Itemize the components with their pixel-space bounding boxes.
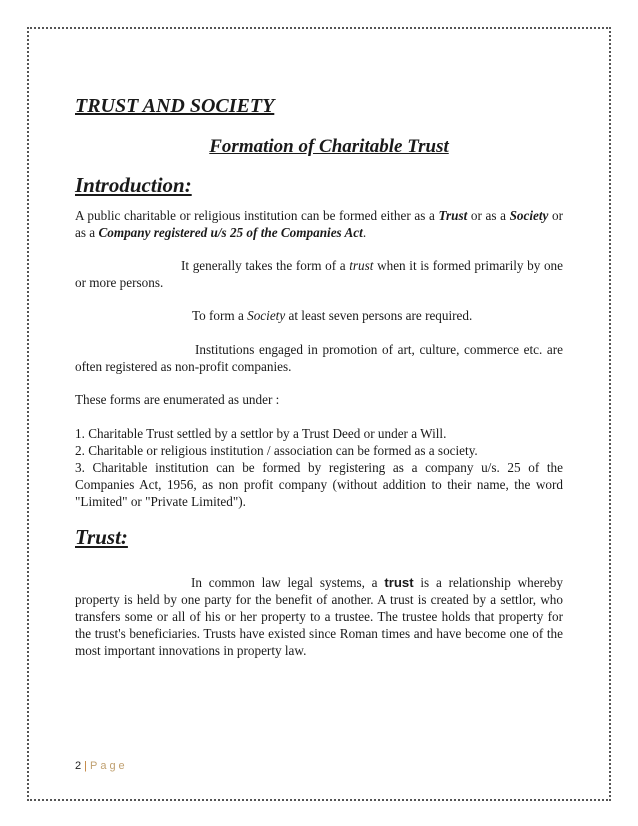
trust-heading: Trust: <box>75 525 128 549</box>
document-title: TRUST AND SOCIETY <box>75 95 275 117</box>
footer-separator: | <box>84 760 87 772</box>
list-item: 2. Charitable or religious institution / association can be formed as a society. <box>75 443 478 458</box>
trust-paragraph: In common law legal systems, a trust is a relationship whereby property is held by one party for the benefit of another. A trust is created by a settlor, who transfers some or all of his or her property to a trustee. The trustee holds that property for the trust's beneficiaries. Trusts have existed since Roman times and have become one of the most important innovations in property law. <box>75 575 563 658</box>
list-item: 3. Charitable institution can be formed by registering as a company u/s. 25 of the Companies Act, 1956, as non profit company (without addition to their name, the word "Limited" or "Private Limited"). <box>75 460 563 509</box>
intro-paragraph-2: It generally takes the form of a trust when it is formed primarily by one or more persons. <box>75 258 563 290</box>
forms-list <box>75 425 563 510</box>
intro-paragraph-4: Institutions engaged in promotion of art, culture, commerce etc. are often registered as non-profit companies. <box>75 342 563 374</box>
page-footer <box>75 760 128 772</box>
document-subtitle: Formation of Charitable Trust <box>209 136 449 157</box>
page-label: Page <box>89 760 128 772</box>
page-number: 2 <box>75 760 82 772</box>
intro-paragraph-1: A public charitable or religious institution can be formed either as a Trust or as a Society or as a Company registered u/s 25 of the Companies Act. <box>75 208 563 240</box>
document-body <box>75 92 563 659</box>
introduction-heading: Introduction: <box>75 173 192 197</box>
intro-paragraph-3: To form a Society at least seven persons are required. <box>192 308 473 323</box>
list-item: 1. Charitable Trust settled by a settlor by a Trust Deed or under a Will. <box>75 426 447 441</box>
intro-paragraph-5: These forms are enumerated as under : <box>75 392 280 407</box>
